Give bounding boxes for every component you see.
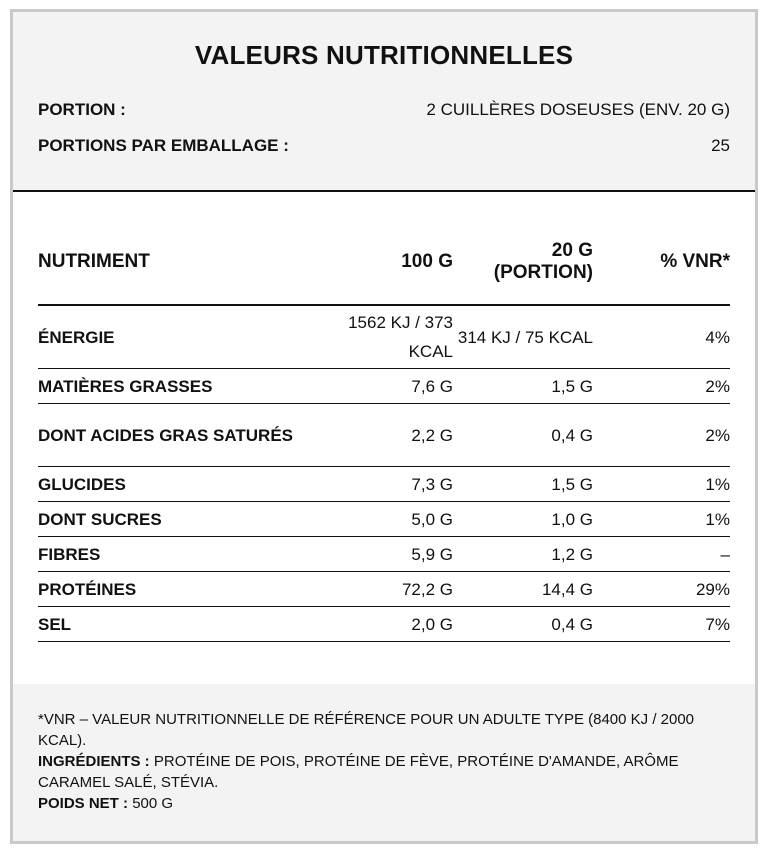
nutrition-table-container: [13, 192, 755, 684]
row-name: FIBRES: [38, 537, 308, 572]
row-per100: 1562 KJ / 373 KCAL: [308, 305, 453, 369]
row-portion: 1,5 G: [453, 369, 593, 404]
row-portion: 1,0 G: [453, 502, 593, 537]
row-vnr: 29%: [593, 572, 730, 607]
table-row: [38, 537, 730, 572]
net-weight-label: POIDS NET :: [38, 795, 129, 812]
row-per100: 72,2 G: [308, 572, 453, 607]
row-vnr: 2%: [593, 404, 730, 467]
vnr-footnote: *VNR – VALEUR NUTRITIONNELLE DE RÉFÉRENCE POUR UN ADULTE TYPE (8400 KJ / 2000 KCAL).: [38, 711, 695, 749]
row-portion: 314 KJ / 75 KCAL: [453, 305, 593, 369]
net-weight-value: 500 G: [132, 795, 174, 812]
header-portion-line1: 20 G: [551, 240, 593, 261]
row-portion: 1,5 G: [453, 467, 593, 502]
row-vnr: 1%: [593, 467, 730, 502]
row-name: ÉNERGIE: [38, 305, 308, 369]
row-vnr: 7%: [593, 607, 730, 642]
header-per100: 100 G: [308, 220, 453, 305]
servings-value: 25: [711, 136, 730, 155]
row-vnr: –: [593, 537, 730, 572]
row-vnr: 2%: [593, 369, 730, 404]
row-name: DONT ACIDES GRAS SATURÉS: [38, 404, 308, 467]
ingredients-label: INGRÉDIENTS :: [38, 753, 150, 770]
nutrition-label: [10, 9, 758, 844]
row-name: PROTÉINES: [38, 572, 308, 607]
row-portion: 1,2 G: [453, 537, 593, 572]
row-portion: 0,4 G: [453, 607, 593, 642]
table-row: [38, 467, 730, 502]
header-vnr: % VNR*: [593, 220, 730, 305]
row-per100: 5,9 G: [308, 537, 453, 572]
row-per100: 5,0 G: [308, 502, 453, 537]
table-row: [38, 502, 730, 537]
servings-label: PORTIONS PAR EMBALLAGE :: [38, 136, 289, 155]
portion-label: PORTION :: [38, 100, 126, 119]
table-row: [38, 572, 730, 607]
portion-value: 2 CUILLÈRES DOSEUSES (ENV. 20 G): [426, 100, 730, 119]
row-name: GLUCIDES: [38, 467, 308, 502]
table-header-row: [38, 220, 730, 305]
label-header: [13, 12, 755, 192]
row-name: MATIÈRES GRASSES: [38, 369, 308, 404]
row-per100: 2,0 G: [308, 607, 453, 642]
portion-row: [38, 100, 730, 120]
header-portion-line2: (PORTION): [493, 262, 593, 283]
table-row: [38, 607, 730, 642]
label-footer: [13, 684, 755, 841]
row-vnr: 4%: [593, 305, 730, 369]
header-portion: [453, 220, 593, 305]
row-name: DONT SUCRES: [38, 502, 308, 537]
row-per100: 7,3 G: [308, 467, 453, 502]
nutrition-table: [38, 220, 730, 642]
row-name: SEL: [38, 607, 308, 642]
row-portion: 0,4 G: [453, 404, 593, 467]
row-per100: 2,2 G: [308, 404, 453, 467]
row-vnr: 1%: [593, 502, 730, 537]
header-nutrient: NUTRIMENT: [38, 220, 308, 305]
ingredients-value: PROTÉINE DE POIS, PROTÉINE DE FÈVE, PROTÉINE D'AMANDE, ARÔME CARAMEL SALÉ, STÉVIA.: [38, 753, 679, 791]
table-row: [38, 404, 730, 467]
row-portion: 14,4 G: [453, 572, 593, 607]
servings-row: [38, 136, 730, 156]
table-row: [38, 369, 730, 404]
ingredients-text: [38, 751, 733, 793]
row-per100: 7,6 G: [308, 369, 453, 404]
label-title: VALEURS NUTRITIONNELLES: [194, 40, 574, 70]
net-weight: [38, 793, 733, 814]
table-row: [38, 305, 730, 369]
